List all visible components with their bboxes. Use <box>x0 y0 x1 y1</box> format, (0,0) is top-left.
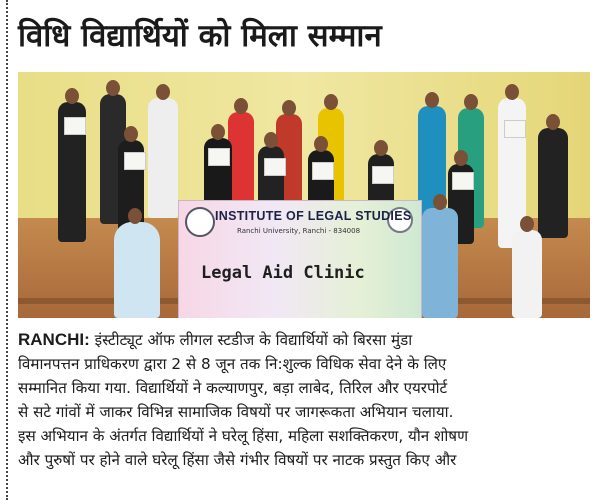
article-text: इंस्टीट्यूट ऑफ लीगल स्टडीज के विद्यार्थियों को बिरसा मुंडा <box>89 331 413 349</box>
banner-subtitle: Ranchi University, Ranchi - 834008 <box>237 227 361 235</box>
photo-head <box>124 126 138 142</box>
photo-head <box>314 136 328 152</box>
photo-head <box>156 84 170 100</box>
photo-head <box>546 114 560 130</box>
photo-certificate <box>124 152 146 170</box>
photo-certificate <box>504 120 526 138</box>
clipping-border <box>6 0 8 500</box>
photo-head <box>264 132 278 148</box>
legal-aid-banner <box>178 200 422 318</box>
banner-clinic: Legal Aid Clinic <box>201 263 365 283</box>
photo-head <box>128 208 142 224</box>
photo-person <box>148 98 178 218</box>
photo-head <box>454 150 468 166</box>
photo-certificate <box>372 166 394 184</box>
photo-head <box>211 124 225 140</box>
article-line: और पुरुषों पर होने वाले घरेलू हिंसा जैसे गंभीर विषयों पर नाटक प्रस्तुत किए और <box>18 451 457 469</box>
article-line: सम्मानित किया गया. विद्यार्थियों ने कल्याणपुर, बड़ा लाबेद, तिरिल और एयरपोर्ट <box>18 379 448 397</box>
photo-head <box>324 94 338 110</box>
photo-child <box>422 208 458 318</box>
photo-certificate <box>64 117 86 135</box>
photo-head <box>425 92 439 108</box>
photo-head <box>374 140 388 156</box>
photo-person <box>538 128 568 238</box>
photo-head <box>65 88 79 104</box>
photo-head <box>520 216 534 232</box>
photo-head <box>505 84 519 100</box>
article-line: से सटे गांवों में जाकर विभिन्न सामाजिक विषयों पर जागरूकता अभियान चलाया. <box>18 403 454 421</box>
photo-head <box>106 80 120 96</box>
photo-child <box>114 222 160 318</box>
photo-certificate <box>208 148 230 166</box>
article-line: विमानपत्तन प्राधिकरण द्वारा 2 से 8 जून तक नि:शुल्क विधिक सेवा देने के लिए <box>18 355 447 373</box>
photo-certificate <box>264 158 286 176</box>
university-logo-icon <box>185 207 215 237</box>
photo-certificate <box>452 172 474 190</box>
photo-head <box>234 98 248 114</box>
article-line <box>18 328 592 352</box>
photo-head <box>282 100 296 116</box>
photo-child <box>512 230 542 318</box>
article-body <box>18 328 592 472</box>
banner-institute: INSTITUTE OF LEGAL STUDIES <box>215 209 412 223</box>
photo-head <box>464 94 478 110</box>
news-photo <box>18 72 590 318</box>
article-line: इस अभियान के अंतर्गत विद्यार्थियों ने घरेलू हिंसा, महिला सशक्तिकरण, यौन शोषण <box>18 427 469 445</box>
headline: विधि विद्यार्थियों को मिला सम्मान <box>18 18 382 54</box>
photo-head <box>433 194 447 210</box>
dateline: RANCHI: <box>18 330 90 349</box>
photo-certificate <box>312 162 334 180</box>
